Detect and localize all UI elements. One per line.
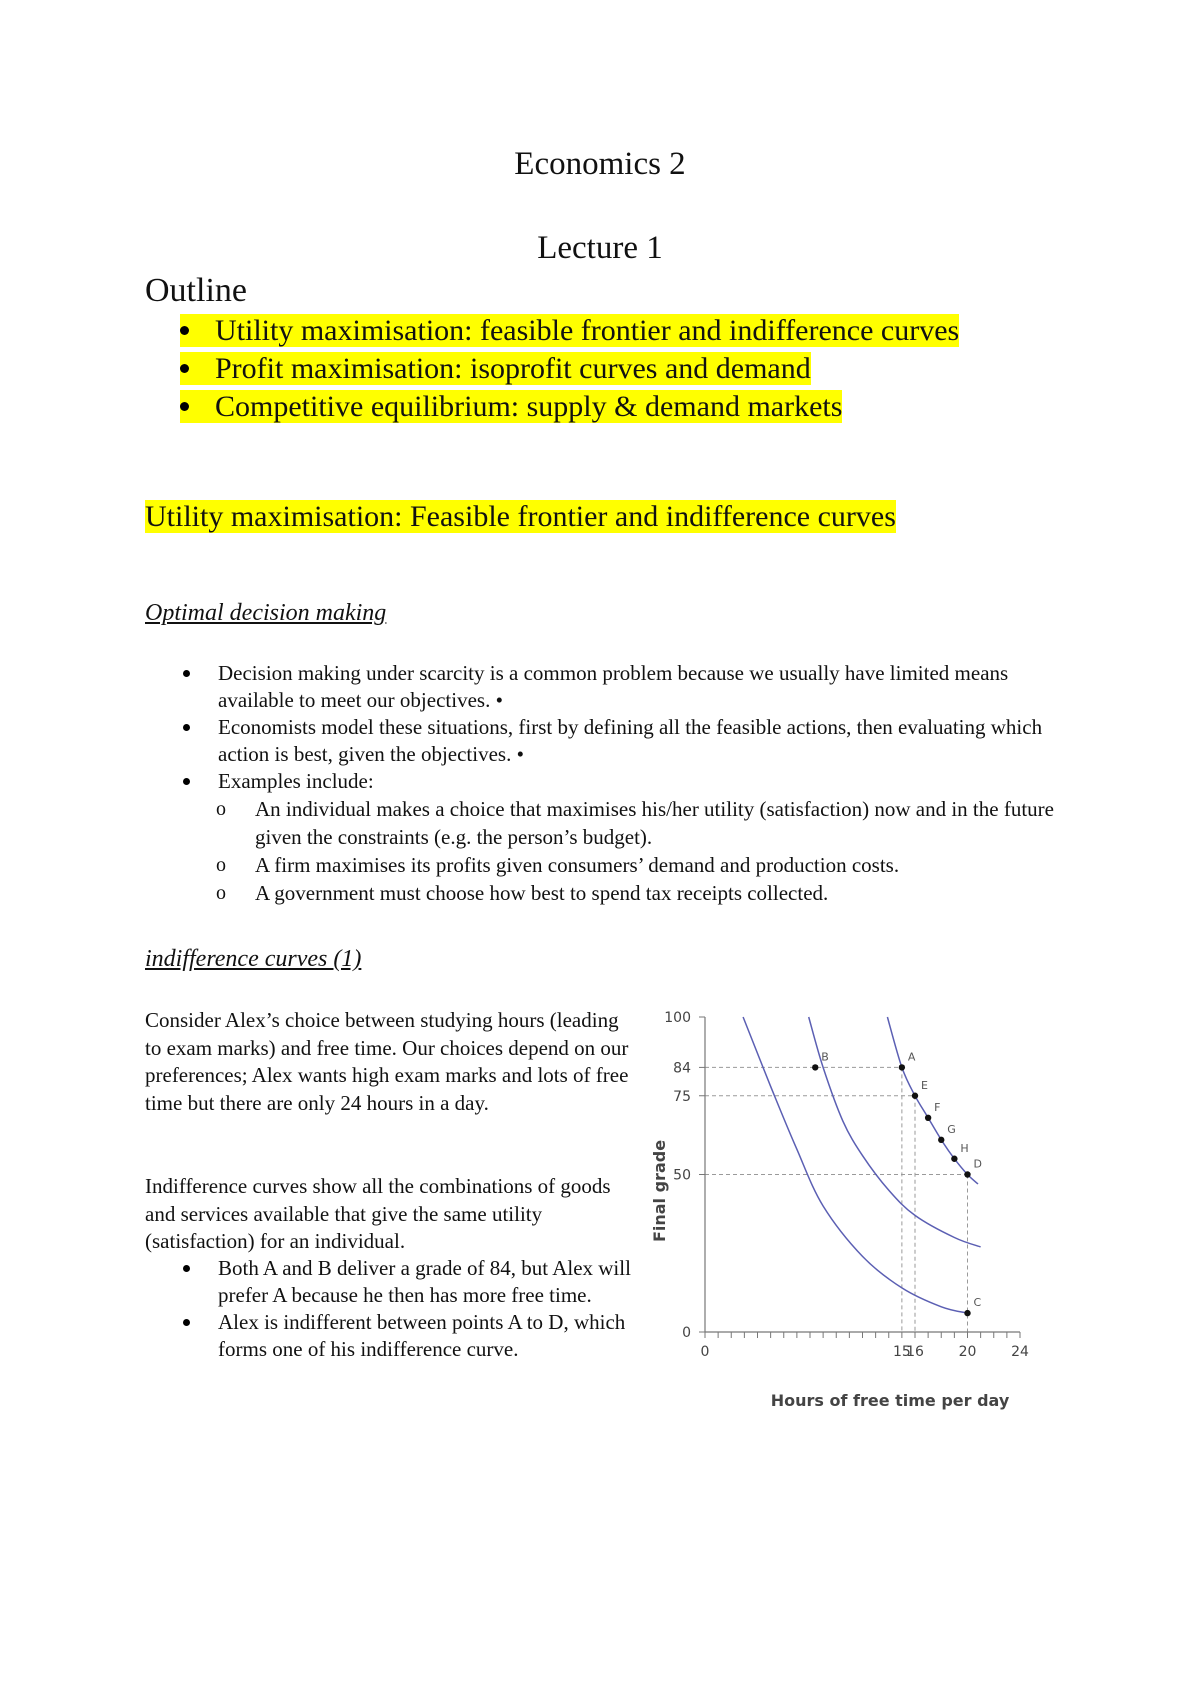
example-item	[218, 795, 1063, 851]
data-point-label: F	[934, 1100, 941, 1114]
list-item	[183, 1255, 633, 1309]
list-item-text: Decision making under scarcity is a common problem because we usually have limited means available to meet our objectives. •	[218, 661, 1009, 712]
list-item-text: Examples include:	[218, 769, 374, 793]
circle-bullet-icon: o	[216, 798, 226, 820]
data-point	[925, 1115, 931, 1121]
outline-heading: Outline	[145, 272, 247, 309]
y-axis-label: Final grade	[650, 1139, 669, 1243]
optimal-decision-list	[183, 660, 1063, 907]
lecture-title: Lecture 1	[537, 230, 663, 266]
section-heading	[145, 500, 896, 534]
bullet-icon	[183, 1265, 190, 1272]
x-tick-label: 20	[958, 1344, 977, 1360]
list-item	[183, 660, 1063, 714]
data-point	[964, 1171, 970, 1177]
data-point-label: G	[947, 1122, 956, 1136]
x-tick-label: 16	[906, 1344, 924, 1360]
indifference-list	[183, 1255, 633, 1363]
data-point	[912, 1093, 918, 1099]
list-item-text: Both A and B deliver a grade of 84, but Alex will prefer A because he then has more free time.	[218, 1256, 631, 1307]
example-item	[218, 879, 1063, 907]
outline-item	[180, 388, 959, 426]
outline-item-text: Profit maximisation: isoprofit curves and demand	[215, 352, 811, 385]
examples-list	[218, 795, 1063, 907]
section-heading-text: Utility maximisation: Feasible frontier and indifference curves	[145, 500, 896, 533]
bullet-icon	[183, 724, 190, 731]
example-item	[218, 851, 1063, 879]
list-item	[183, 714, 1063, 768]
data-point-label: B	[821, 1050, 829, 1064]
indifference-paragraph-1: Consider Alex’s choice between studying hours (leading to exam marks) and free time. Our choices depend on our preferences; Alex wants high exam marks and lots of free time but there are only 24 hours in a day.	[145, 1008, 629, 1115]
x-tick-label: 24	[1011, 1344, 1029, 1360]
data-point-label: H	[960, 1141, 969, 1155]
data-point-label: C	[973, 1296, 982, 1310]
y-tick-label: 84	[673, 1060, 691, 1077]
data-point	[812, 1064, 818, 1070]
data-point	[951, 1156, 957, 1162]
outline-list	[180, 312, 959, 426]
chart-background	[652, 1006, 1098, 1406]
data-point	[938, 1137, 944, 1143]
bullet-icon	[180, 364, 189, 373]
outline-item	[180, 350, 959, 388]
indifference-chart-svg	[640, 996, 1100, 1416]
x-tick-label: 0	[700, 1344, 710, 1360]
circle-bullet-icon: o	[216, 882, 226, 904]
x-tick-label: 15	[892, 1344, 911, 1360]
document-title: Economics 2	[514, 146, 686, 182]
example-text: A government must choose how best to spend tax receipts collected.	[255, 881, 829, 905]
circle-bullet-icon: o	[216, 854, 226, 876]
outline-item-text: Utility maximisation: feasible frontier and indifference curves	[215, 314, 960, 347]
outline-item	[180, 312, 959, 350]
data-point-label: E	[921, 1078, 928, 1092]
data-point-label: D	[973, 1157, 982, 1171]
data-point	[964, 1310, 970, 1316]
list-item	[183, 1309, 633, 1363]
x-axis-label: Hours of free time per day	[770, 1391, 1010, 1410]
indifference-heading: indifference curves (1)	[145, 946, 362, 972]
list-item	[183, 768, 1063, 907]
indifference-chart	[640, 996, 1100, 1416]
indifference-paragraph-2: Indifference curves show all the combinations of goods and services available that give the same utility (satisfaction) for an individual.	[145, 1174, 611, 1253]
y-tick-label: 75	[673, 1088, 691, 1105]
optimal-decision-heading: Optimal decision making	[145, 600, 387, 626]
y-tick-label: 100	[664, 1010, 691, 1026]
list-item-text: Economists model these situations, first by defining all the feasible actions, then evaluating which action is best, given the objectives. •	[218, 715, 1043, 766]
bullet-icon	[183, 1319, 190, 1326]
bullet-icon	[180, 402, 189, 411]
y-tick-label: 0	[682, 1325, 691, 1341]
bullet-icon	[180, 326, 189, 335]
example-text: An individual makes a choice that maximises his/her utility (satisfaction) now and in the future given the constraints (e.g. the person’s budget).	[255, 797, 1054, 849]
data-point	[899, 1064, 905, 1070]
outline-item-text: Competitive equilibrium: supply & demand markets	[215, 390, 843, 423]
list-item-text: Alex is indifferent between points A to D, which forms one of his indifference curve.	[218, 1310, 626, 1361]
bullet-icon	[183, 778, 190, 785]
y-tick-label: 50	[673, 1167, 691, 1184]
example-text: A firm maximises its profits given consumers’ demand and production costs.	[255, 853, 900, 877]
data-point-label: A	[907, 1050, 916, 1064]
bullet-icon	[183, 670, 190, 677]
